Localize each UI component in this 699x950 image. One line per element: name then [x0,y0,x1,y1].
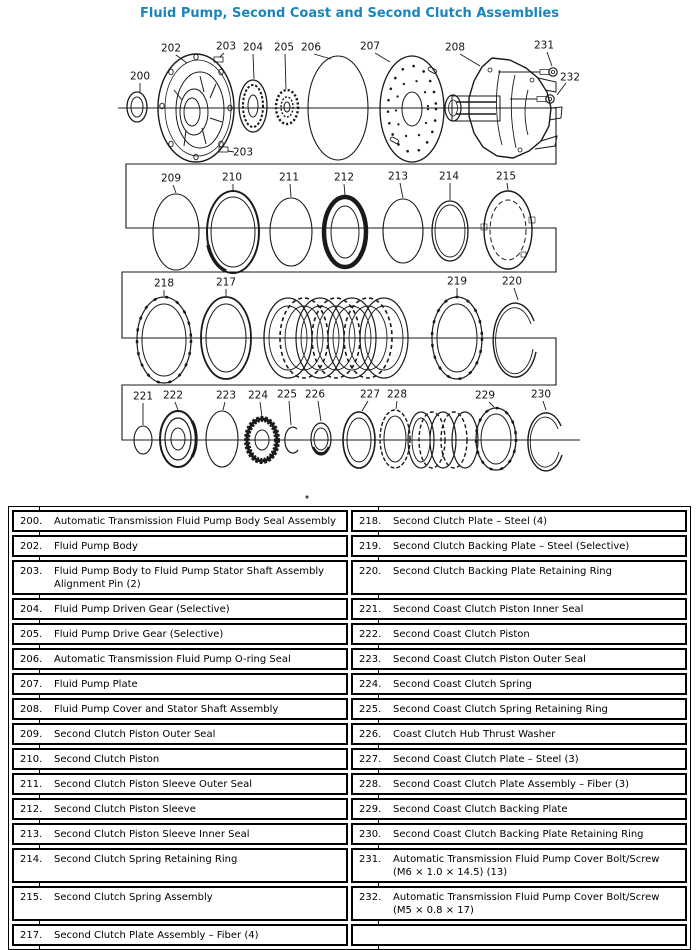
part-number: 200. [20,516,43,527]
part-229-coast-backing-plate [476,408,516,470]
callout-leader-206 [314,54,331,59]
parts-table-grid [12,510,687,946]
table-row [351,848,687,883]
part-number: 204. [20,604,43,615]
part-number: 228. [359,779,382,790]
table-row [12,848,348,883]
part-220-retaining-ring [493,303,536,377]
callout-label-226: 226 [304,388,326,401]
part-description: Second Clutch Plate – Steel (4) [393,516,548,527]
part-number: 212. [20,804,43,815]
part-description: Fluid Pump Cover and Stator Shaft Assembly [54,704,279,715]
part-number: 224. [359,679,382,690]
callout-leader-232 [557,83,566,95]
table-row [12,510,348,532]
part-description: Automatic Transmission Fluid Pump O-ring Seal [54,654,291,665]
callout-label-200: 200 [129,70,151,83]
callout-leader-225 [289,401,291,425]
callout-leader-229 [489,402,494,407]
part-number: 214. [20,854,43,865]
callout-leader-209 [173,185,176,193]
callout-label-232: 232 [559,71,581,84]
callout-leader-220 [514,288,518,300]
table-row [351,510,687,532]
table-row [12,560,348,595]
callout-leader-222 [175,402,178,410]
callout-label-220: 220 [501,275,523,288]
table-row [12,648,348,670]
part-207-pump-plate [380,56,444,162]
part-226-thrust-washer [311,423,331,455]
table-row [351,623,687,645]
part-number: 203. [20,566,43,577]
part-description: Second Coast Clutch Spring [393,679,532,690]
table-row [351,823,687,845]
callout-label-225: 225 [276,388,298,401]
part-number: 220. [359,566,382,577]
part-200-body-seal [127,92,147,122]
table-row [12,673,348,695]
callout-label-202: 202 [160,42,182,55]
callout-leader-208 [460,54,480,66]
part-description: Automatic Transmission Fluid Pump Body Seal Assembly [54,516,337,527]
table-row [12,798,348,820]
part-description: Fluid Pump Drive Gear (Selective) [54,629,224,640]
callout-leader-226 [318,401,321,421]
table-row [351,748,687,770]
part-230-retaining-ring [528,413,562,471]
part-214-spring-retaining-ring [432,201,468,261]
part-number: 209. [20,729,43,740]
part-number: 218. [359,516,382,527]
part-number: 207. [20,679,43,690]
table-row [351,560,687,595]
stray-dot [306,496,308,498]
part-228-fiber-plate [380,410,410,468]
callout-label-231: 231 [533,39,555,52]
part-number: 222. [359,629,382,640]
callout-label-221: 221 [132,390,154,403]
part-number: 229. [359,804,382,815]
callout-leader-224 [260,402,262,417]
table-row [351,673,687,695]
callout-label-230: 230 [530,388,552,401]
part-description: Second Clutch Backing Plate – Steel (Selective) [393,541,630,552]
callout-leader-223 [223,402,225,410]
part-description: Second Clutch Piston Outer Seal [54,729,216,740]
part-description: Second Clutch Plate Assembly – Fiber (4) [54,930,259,941]
callout-leader-203 [220,53,224,57]
part-description: Second Clutch Piston Sleeve [54,804,196,815]
callout-label-205: 205 [273,41,295,54]
part-number: 226. [359,729,382,740]
part-description: Second Coast Clutch Plate Assembly – Fiber (3) [393,779,630,790]
part-222-coast-clutch-piston [160,411,196,467]
callout-label-210: 210 [221,171,243,184]
table-row [12,623,348,645]
callout-label-208: 208 [444,41,466,54]
part-number: 210. [20,754,43,765]
callout-label-214: 214 [438,170,460,183]
part-description: Fluid Pump Driven Gear (Selective) [54,604,230,615]
part-number: 206. [20,654,43,665]
callout-label-227: 227 [359,388,381,401]
table-row [351,798,687,820]
part-description: Fluid Pump Body [54,541,138,552]
part-number: 211. [20,779,43,790]
diagram-callouts [130,40,580,426]
callout-label-223: 223 [215,389,237,402]
table-row [12,886,348,921]
table-row [351,723,687,745]
part-number: 215. [20,892,43,903]
callout-label-213: 213 [387,170,409,183]
table-row [12,723,348,745]
part-description: Second Coast Clutch Backing Plate [393,804,568,815]
table-row [351,535,687,557]
callout-leader-228 [396,401,397,409]
callout-leader-205 [285,54,286,89]
callout-label-215: 215 [495,170,517,183]
part-description: Second Clutch Piston Sleeve Inner Seal [54,829,250,840]
part-205-drive-gear [276,90,298,124]
table-row [12,535,348,557]
table-row [351,773,687,795]
part-number: 213. [20,829,43,840]
part-223-piston-outer-seal [206,411,238,467]
part-215-spring-assembly [481,191,535,269]
callout-label-207: 207 [359,40,381,53]
callout-label-222: 222 [162,389,184,402]
part-218-steel-plate [137,297,191,383]
part-number: 230. [359,829,382,840]
callout-leader-213 [400,183,403,198]
part-description: Fluid Pump Plate [54,679,138,690]
callout-label-218: 218 [153,277,175,290]
part-210-second-clutch-piston [207,191,259,273]
part-number: 227. [359,754,382,765]
table-row [351,698,687,720]
callout-label-219: 219 [446,275,468,288]
part-number [353,929,387,942]
part-description: Second Clutch Backing Plate Retaining Ring [393,566,612,577]
table-row [12,598,348,620]
part-description: Second Coast Clutch Piston [393,629,530,640]
part-description: Second Clutch Spring Retaining Ring [54,854,238,865]
callout-label-203: 203 [232,146,254,159]
part-number: 205. [20,629,43,640]
part-209-piston-outer-seal [153,194,199,270]
table-row [12,823,348,845]
callout-label-203: 203 [215,40,237,53]
callout-leader-204 [253,54,254,79]
part-number: 225. [359,704,382,715]
part-description: Fluid Pump Body to Fluid Pump Stator Shaft Assembly Alignment Pin (2) [54,566,325,590]
part-description: Second Coast Clutch Piston Outer Seal [393,654,586,665]
part-number: 217. [20,930,43,941]
callout-leader-215 [507,183,508,190]
callout-leader-212 [344,184,345,195]
part-description: Automatic Transmission Fluid Pump Cover Bolt/Screw (M5 × 0.8 × 17) [393,892,660,916]
part-212-piston-sleeve [324,197,366,267]
callout-label-217: 217 [215,276,237,289]
callout-leader-211 [290,184,291,197]
part-description: Second Coast Clutch Backing Plate Retaining Ring [393,829,644,840]
table-row [351,598,687,620]
part-description: Second Coast Clutch Spring Retaining Ring [393,704,608,715]
table-row [351,886,687,921]
callout-label-229: 229 [474,389,496,402]
part-description: Second Clutch Piston [54,754,160,765]
part-description [387,929,685,942]
part-number: 208. [20,704,43,715]
part-description: Second Coast Clutch Piston Inner Seal [393,604,584,615]
page-title: Fluid Pump, Second Coast and Second Clutch Assemblies [140,6,559,21]
part-204-driven-gear [239,80,267,132]
table-row [12,924,348,946]
table-row [351,648,687,670]
callout-label-212: 212 [333,171,355,184]
callout-leader-227 [362,401,368,411]
part-213-sleeve-inner-seal [383,199,423,263]
part-description: Second Coast Clutch Plate – Steel (3) [393,754,579,765]
table-row [12,773,348,795]
part-description: Automatic Transmission Fluid Pump Cover Bolt/Screw (M6 × 1.0 × 14.5) (13) [393,854,660,878]
callout-label-228: 228 [386,388,408,401]
part-number: 223. [359,654,382,665]
part-number: 221. [359,604,382,615]
callout-leader-207 [375,53,390,62]
callout-label-206: 206 [300,41,322,54]
table-row [351,924,687,946]
part-number: 202. [20,541,43,552]
part-description: Second Clutch Spring Assembly [54,892,213,903]
table-row [12,748,348,770]
part-211-sleeve-outer-seal [270,198,312,266]
part-description: Second Clutch Piston Sleeve Outer Seal [54,779,253,790]
callout-label-224: 224 [247,389,269,402]
callout-label-204: 204 [242,41,264,54]
callout-label-211: 211 [278,171,300,184]
callout-leader-231 [547,52,552,66]
callout-label-209: 209 [160,172,182,185]
part-number: 232. [359,892,382,903]
part-232-bolt [510,95,554,103]
parts-table [8,506,691,950]
part-number: 219. [359,541,382,552]
callout-leader-230 [543,401,546,410]
part-description: Coast Clutch Hub Thrust Washer [393,729,556,740]
table-row [12,698,348,720]
part-number: 231. [359,854,382,865]
